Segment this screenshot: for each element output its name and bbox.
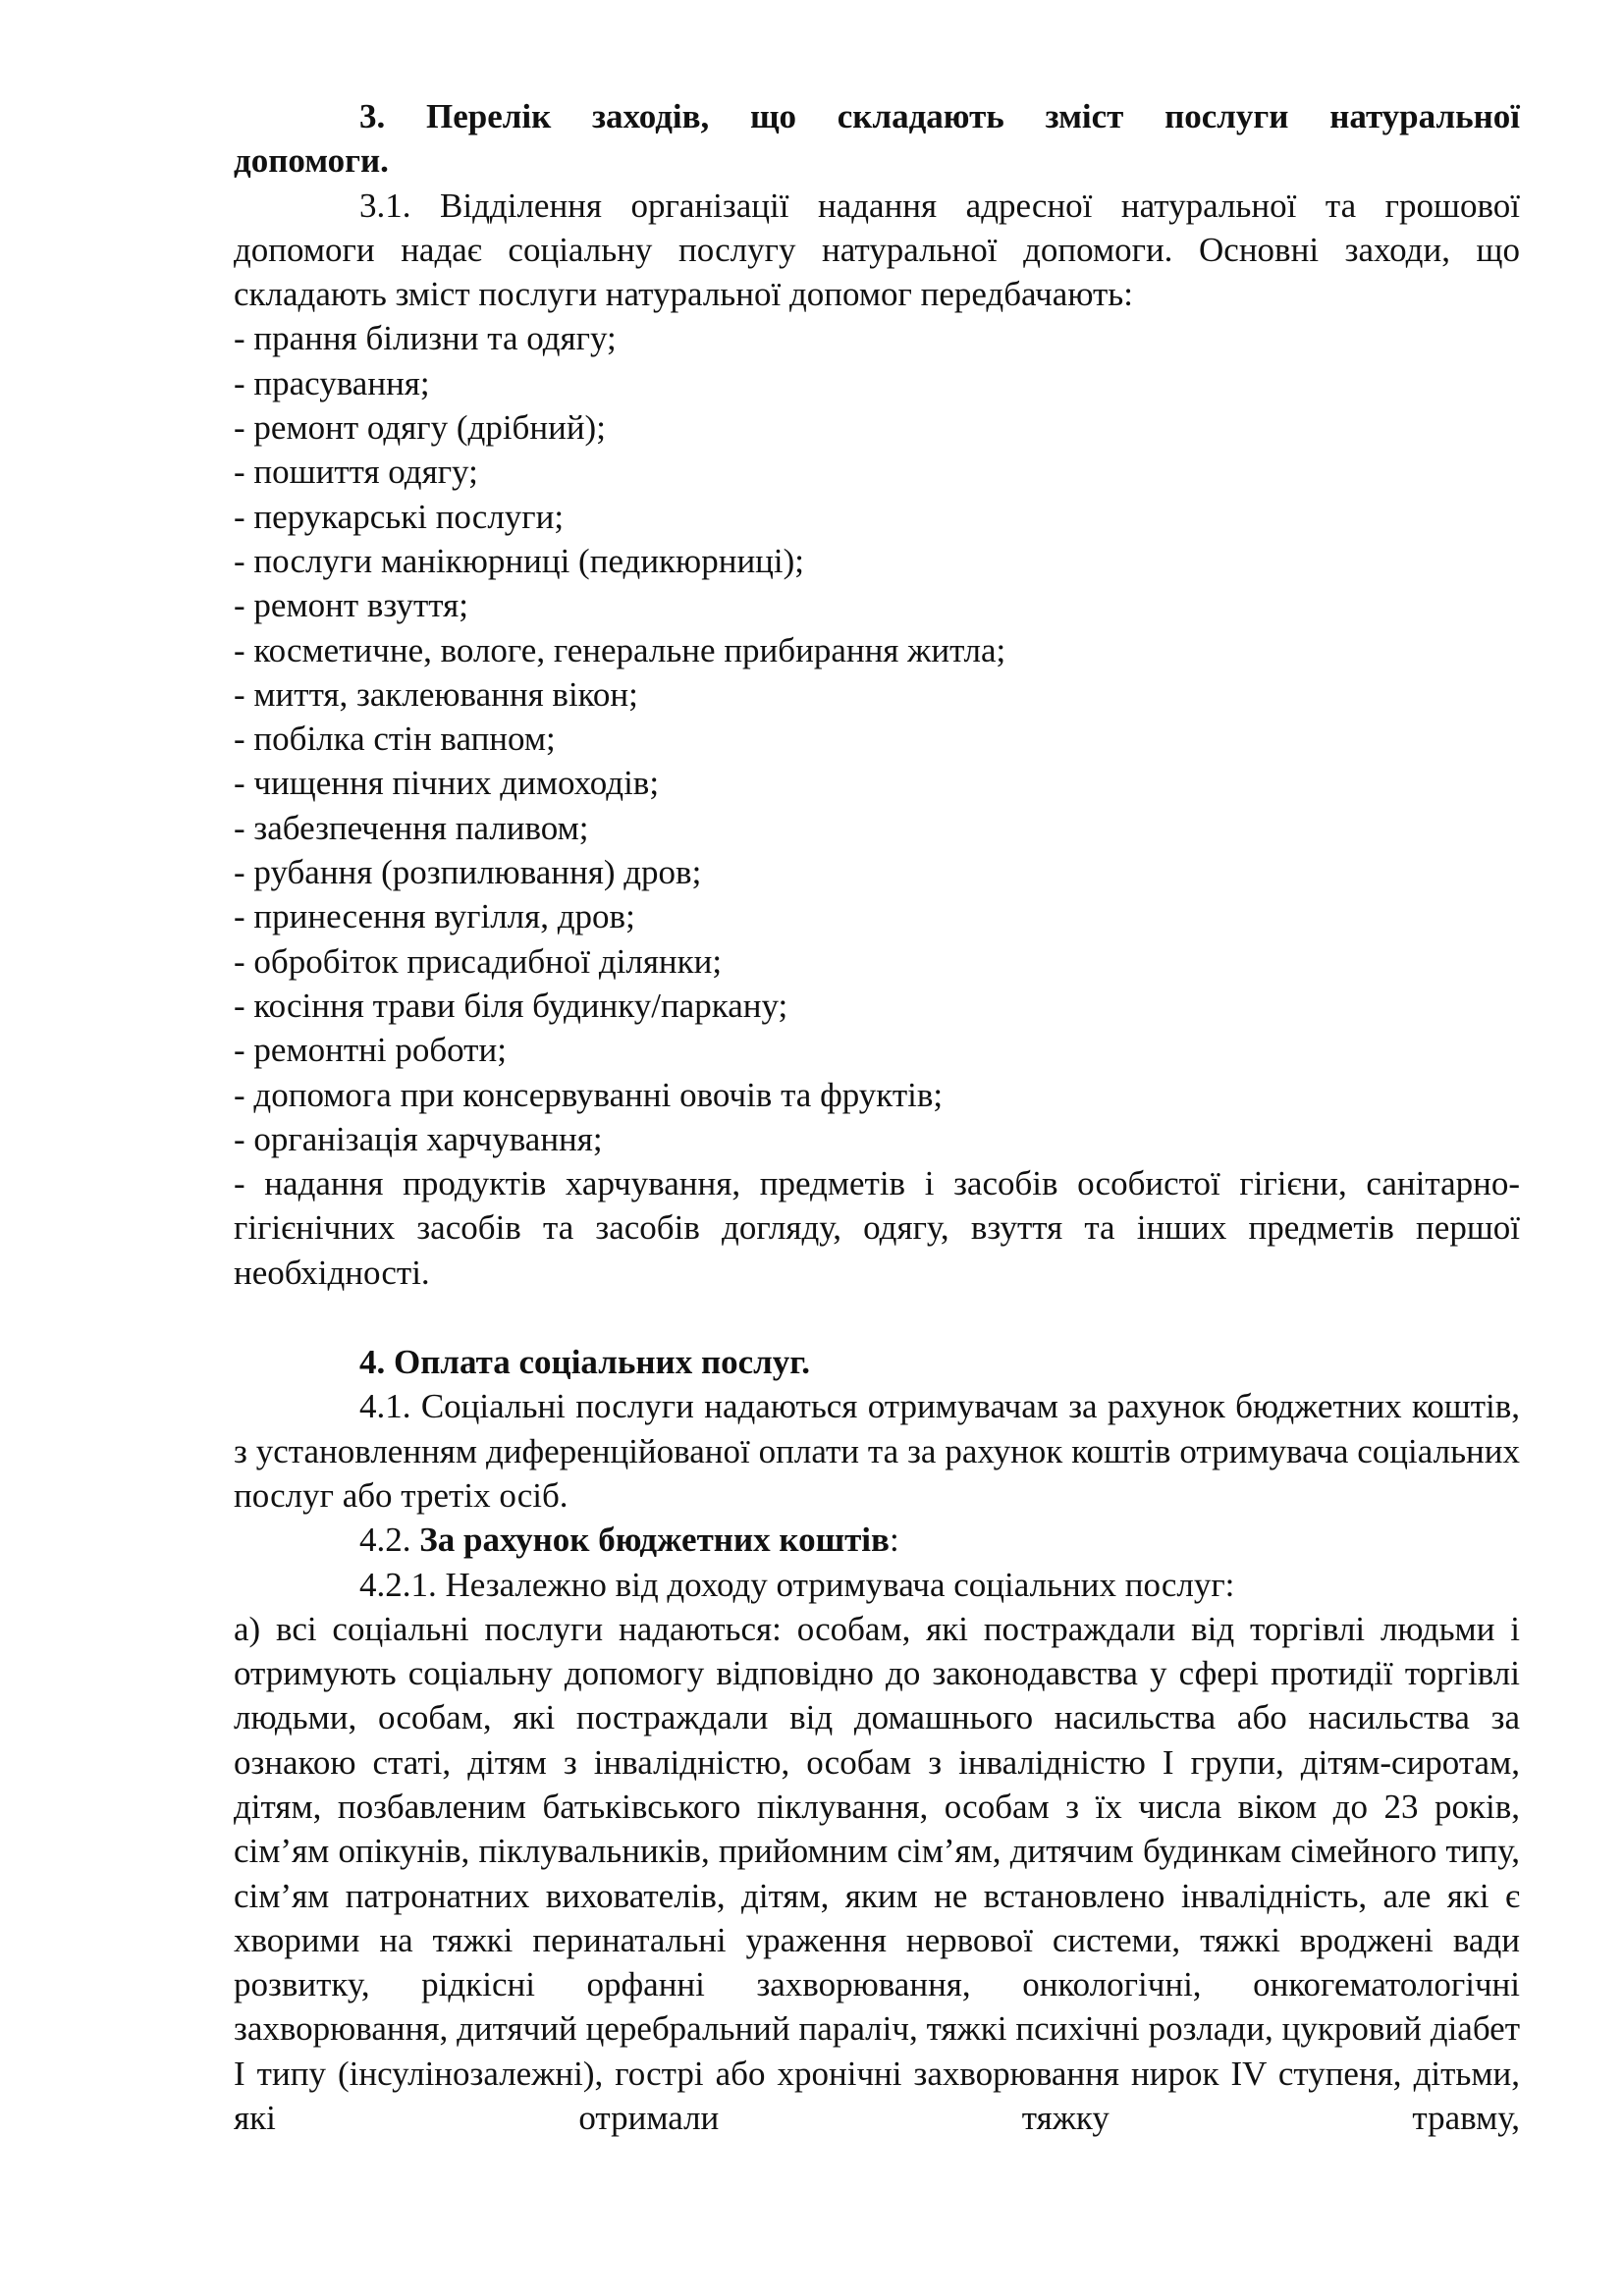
paragraph-4-2-colon: : — [889, 1521, 899, 1560]
paragraph-3-1: 3.1. Відділення організації надання адресної натуральної та грошової допомоги надає соціальну послугу натуральної допомоги. Основні заходи, що складають зміст послуги натуральної допомог передбачають: — [234, 186, 1520, 314]
list-item: - перукарські послуги; — [234, 497, 565, 536]
paragraph-a: а) всі соціальні послуги надаються: особам, які постраждали від торгівлі людьми і отримують соціальну допомогу відповідно до законодавства у сфері протидії торгівлі людьми, особам, які постраждали від домашнього насильства або насильства за ознакою статі, дітям з інвалідністю, особам з інвалідністю I групи, дітям-сиротам, дітям, позбавленим батьківського піклування, особам з їх числа віком до 23 років, сім’ям опікунів, піклувальників, прийомним сім’ям, дитячим будинкам сімейного типу, сім’ям патронатних вихователів, дітям, яким не встановлено інвалідність, але які є хворими на тяжкі перинатальні ураження нервової системи, тяжкі вроджені вади розвитку, рідкісні орфанні захворювання, онкологічні, онкогематологічні захворювання, дитячий церебральний параліч, тяжкі психічні розлади, цукровий діабет I типу (інсулінозалежні), гострі або хронічні захворювання нирок IV ступеня, дітьми, які отримали тяжку травму, — [234, 1609, 1520, 2138]
list-item: - допомога при консервуванні овочів та фруктів; — [234, 1075, 944, 1114]
list-item: - принесення вугілля, дров; — [234, 897, 635, 936]
paragraph-4-2 — [234, 1518, 1520, 1562]
list-item: - миття, заклеювання вікон; — [234, 674, 638, 714]
list-item: - косметичне, вологе, генеральне прибирання житла; — [234, 630, 1006, 669]
section-3-heading-line2: допомоги. — [234, 141, 389, 181]
paragraph-4-2-1: 4.2.1. Незалежно від доходу отримувача соціальних послуг: — [359, 1565, 1235, 1604]
paragraph-4-1: 4.1. Соціальні послуги надаються отримувачам за рахунок бюджетних коштів, з установленням диференційованої оплати та за рахунок коштів отримувача соціальних послуг або третіх осіб. — [234, 1387, 1520, 1515]
list-item: - забезпечення паливом; — [234, 808, 589, 847]
list-item: - послуги манікюрниці (педикюрниці); — [234, 541, 805, 580]
list-item: - рубання (розпилювання) дров; — [234, 853, 702, 892]
list-item: - ремонт взуття; — [234, 586, 468, 625]
list-item: - ремонтні роботи; — [234, 1031, 507, 1070]
list-item: - побілка стін вапном; — [234, 720, 556, 759]
section-3-heading-line1: 3. Перелік заходів, що складають зміст послуги натуральної — [359, 97, 1520, 135]
section-spacer — [234, 1295, 1520, 1340]
list-item: - прання білизни та одягу; — [234, 319, 617, 358]
list-item: - обробіток присадибної ділянки; — [234, 941, 723, 981]
list-item: - пошиття одягу; — [234, 453, 478, 492]
services-list — [234, 316, 1520, 1295]
list-item: - чищення пічних димоходів; — [234, 764, 660, 803]
list-item: - косіння трави біля будинку/паркану; — [234, 986, 788, 1025]
list-item-last: - надання продуктів харчування, предметів і засобів особистої гігієни, санітарно-гігієнічних засобів та засобів догляду, одягу, взуття та інших предметів першої необхідності. — [234, 1164, 1520, 1292]
list-item: - ремонт одягу (дрібний); — [234, 408, 606, 448]
paragraph-4-2-number: 4.2. — [359, 1521, 420, 1560]
document-page — [234, 94, 1520, 2140]
list-item: - організація харчування; — [234, 1119, 603, 1158]
paragraph-4-2-title: За рахунок бюджетних коштів — [419, 1521, 890, 1560]
list-item: - прасування; — [234, 363, 430, 402]
section-4-heading: 4. Оплата соціальних послуг. — [359, 1343, 810, 1382]
